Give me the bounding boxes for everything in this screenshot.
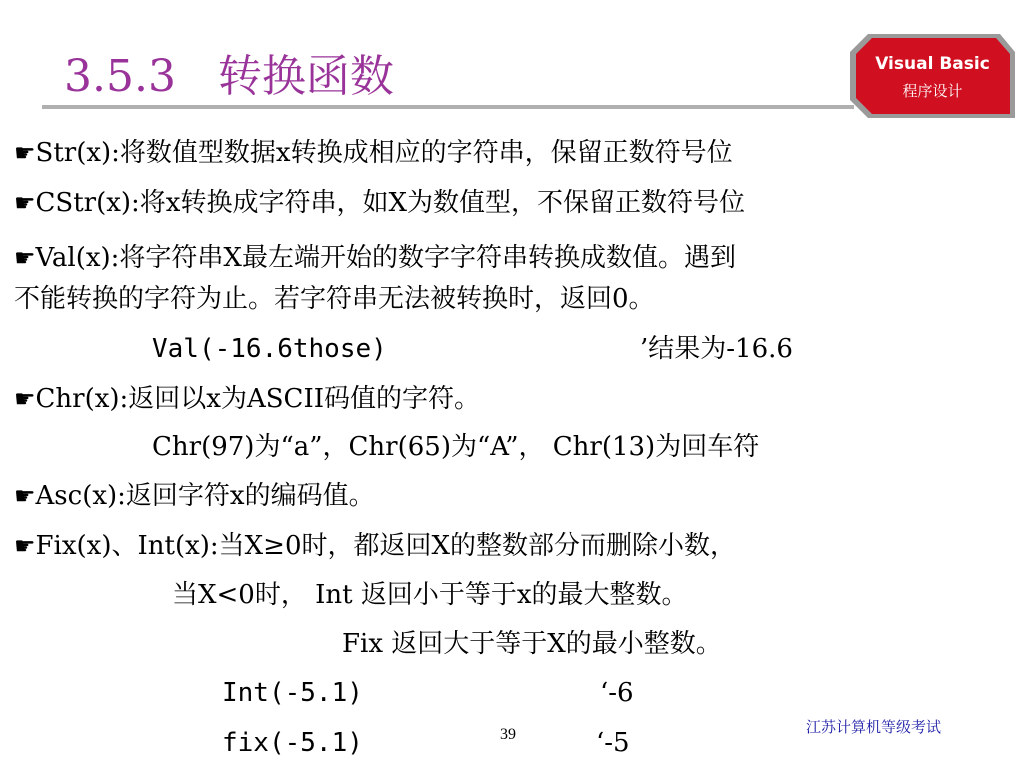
fix-example-result: ‘-5 bbox=[596, 728, 630, 758]
val-example-result: ’结果为-16.6 bbox=[640, 334, 793, 364]
chr-example: Chr(97)为“a”，Chr(65)为“A”， Chr(13)为回车符 bbox=[152, 432, 760, 462]
fix-example-code: fix(-5.1) bbox=[222, 728, 363, 758]
int-example-result: ‘-6 bbox=[600, 678, 634, 708]
pointing-hand-icon: ☛ bbox=[14, 532, 36, 560]
page-number: 39 bbox=[500, 726, 516, 743]
pointing-hand-icon: ☛ bbox=[14, 482, 36, 510]
logo-text-visual-basic: Visual Basic bbox=[875, 54, 990, 74]
line-fix-int-3: Fix 返回大于等于X的最小整数。 bbox=[342, 629, 722, 659]
vb-logo bbox=[850, 34, 1015, 118]
line-cstr: ☛CStr(x):将x转换成字符串，如X为数值型，不保留正数符号位 bbox=[14, 188, 745, 218]
line-val-1: ☛Val(x):将字符串X最左端开始的数字字符串转换成数值。遇到 bbox=[14, 243, 736, 273]
logo-shape-icon bbox=[850, 34, 1015, 118]
line-fix-int-1: ☛Fix(x)、Int(x):当X≥0时，都返回X的整数部分而删除小数， bbox=[14, 531, 737, 561]
title-divider bbox=[42, 105, 854, 109]
line-asc: ☛Asc(x):返回字符x的编码值。 bbox=[14, 481, 375, 511]
line-val-2: 不能转换的字符为止。若字符串无法被转换时，返回0。 bbox=[14, 284, 655, 314]
val-example-code: Val(-16.6those) bbox=[152, 334, 387, 364]
line-str: ☛Str(x):将数值型数据x转换成相应的字符串，保留正数符号位 bbox=[14, 138, 733, 168]
logo-text-program-design: 程序设计 bbox=[902, 82, 963, 100]
pointing-hand-icon: ☛ bbox=[14, 189, 36, 217]
pointing-hand-icon: ☛ bbox=[14, 244, 36, 272]
line-fix-int-2: 当X<0时， Int 返回小于等于x的最大整数。 bbox=[172, 580, 688, 610]
int-example-code: Int(-5.1) bbox=[222, 678, 363, 708]
line-chr: ☛Chr(x):返回以x为ASCII码值的字符。 bbox=[14, 384, 480, 414]
pointing-hand-icon: ☛ bbox=[14, 139, 36, 167]
footer-text: 江苏计算机等级考试 bbox=[806, 718, 942, 736]
slide-title: 3.5.3 转换函数 bbox=[64, 51, 394, 102]
pointing-hand-icon: ☛ bbox=[14, 385, 36, 413]
